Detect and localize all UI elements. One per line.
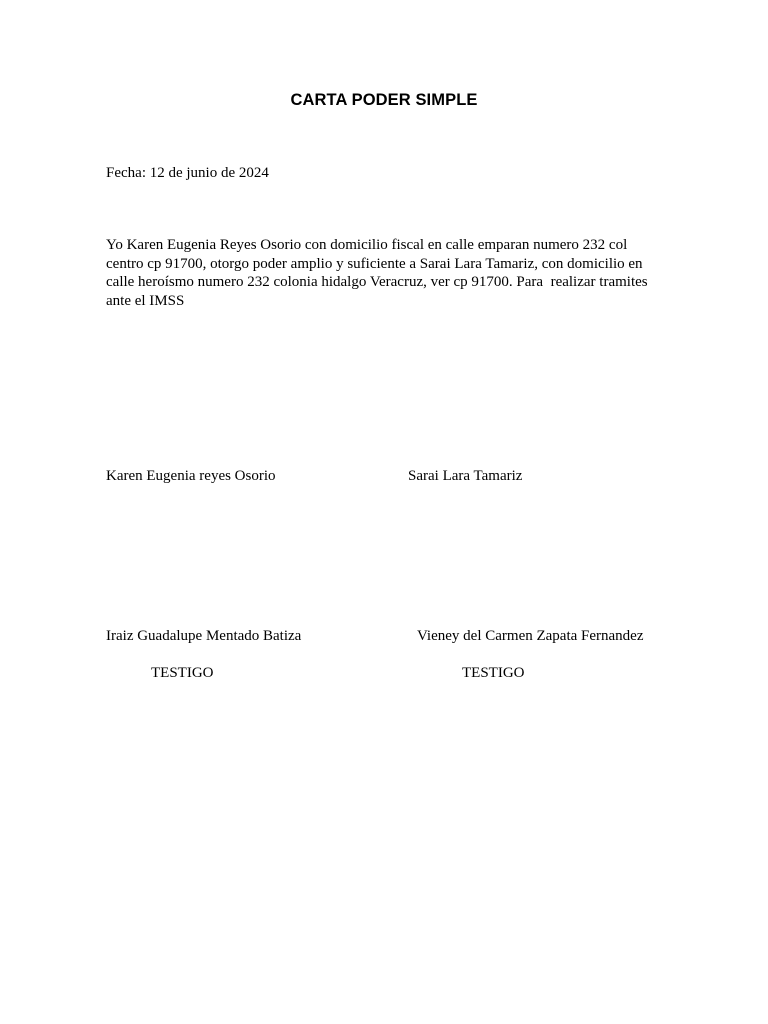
witness-2-name: Vieney del Carmen Zapata Fernandez xyxy=(417,628,644,644)
body-line: centro cp 91700, otorgo poder amplio y suficiente a Sarai Lara Tamariz, con domicilio en xyxy=(106,255,643,272)
body-paragraph xyxy=(106,236,648,310)
body-line: calle heroísmo numero 232 colonia hidalgo Veracruz, ver cp 91700. Para realizar tramites xyxy=(106,274,648,291)
date-line: Fecha: 12 de junio de 2024 xyxy=(106,165,269,181)
body-line: Yo Karen Eugenia Reyes Osorio con domicilio fiscal en calle emparan numero 232 col xyxy=(106,237,628,253)
witness-1-name: Iraiz Guadalupe Mentado Batiza xyxy=(106,628,302,644)
body-line: ante el IMSS xyxy=(106,292,185,309)
witness-1-role: TESTIGO xyxy=(151,665,214,681)
grantor-signature-name: Karen Eugenia reyes Osorio xyxy=(106,468,276,484)
document-title: CARTA PODER SIMPLE xyxy=(290,91,478,109)
grantee-signature-name: Sarai Lara Tamariz xyxy=(408,468,523,484)
witness-2-role: TESTIGO xyxy=(462,665,525,681)
